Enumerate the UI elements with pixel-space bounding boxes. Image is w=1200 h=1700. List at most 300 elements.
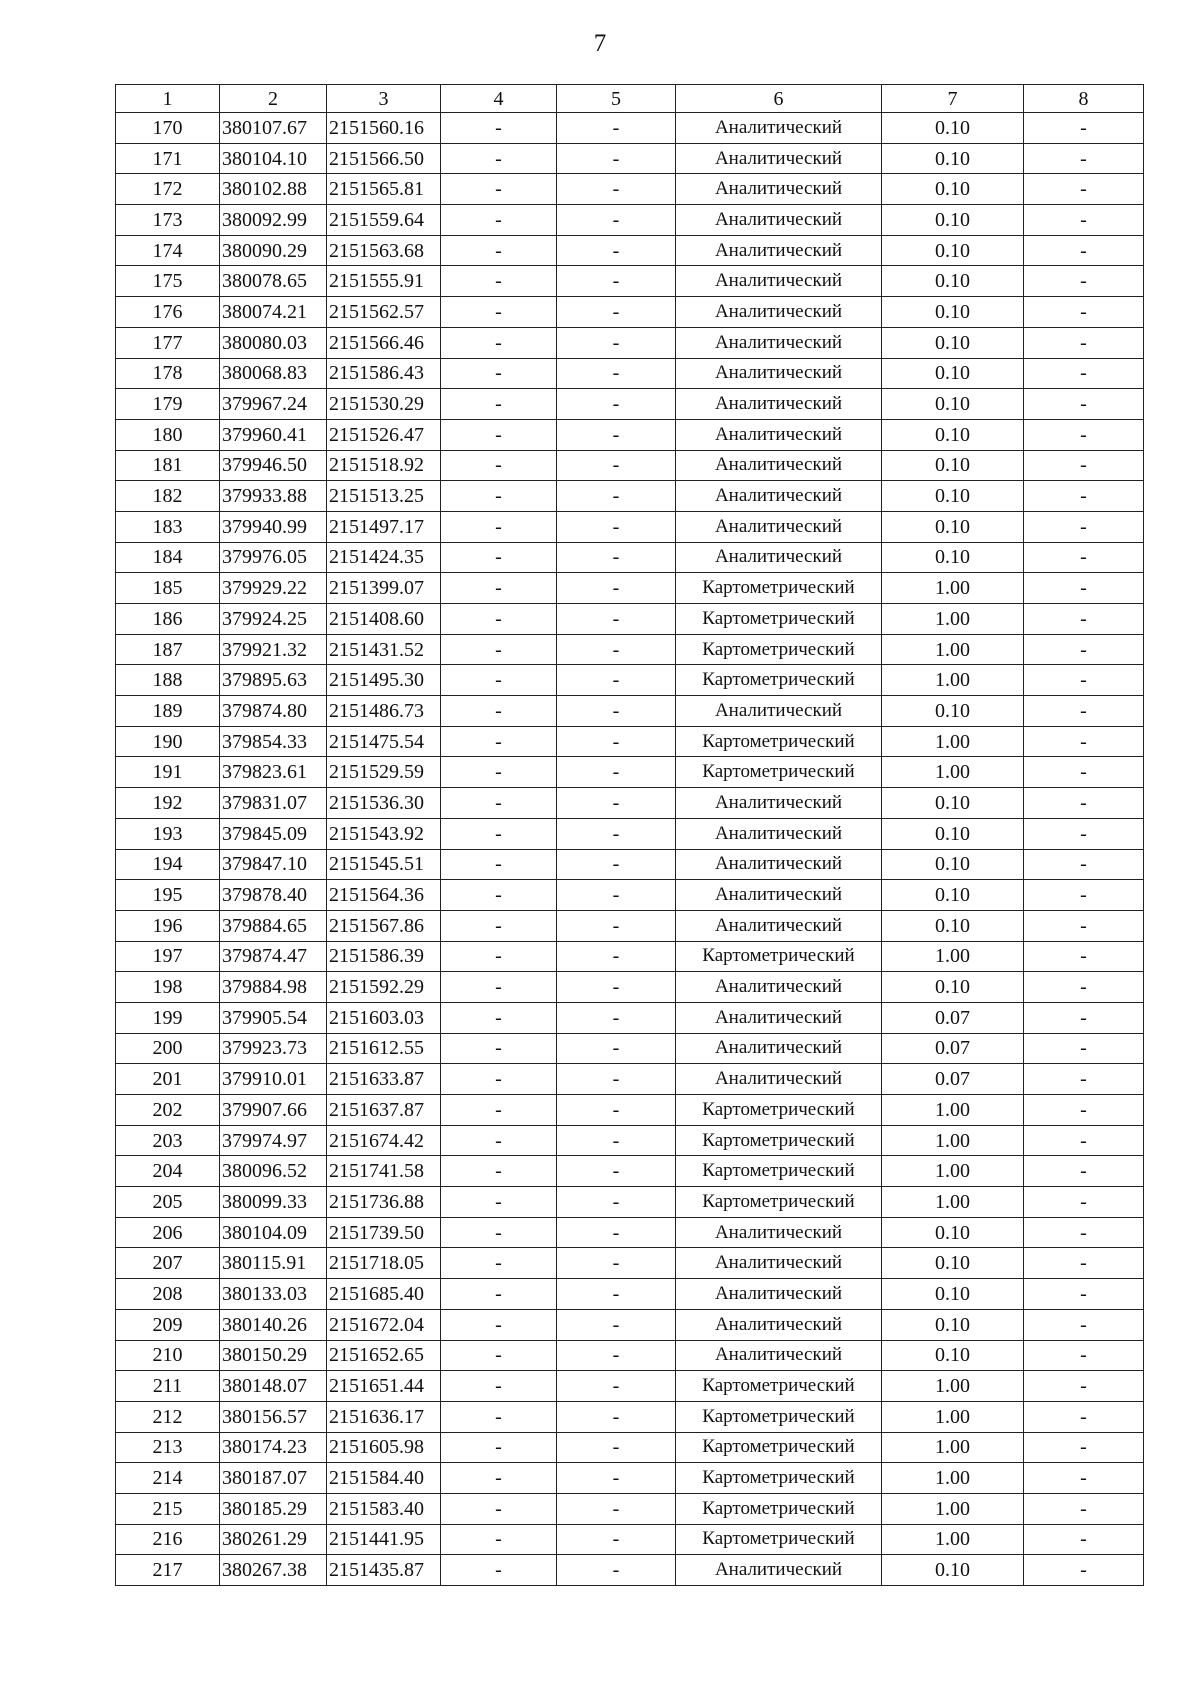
coordinate-x: 379946.50 — [220, 450, 327, 481]
accuracy-cell: 0.10 — [882, 849, 1024, 880]
column-4-cell: - — [441, 849, 557, 880]
accuracy-cell: 0.10 — [882, 143, 1024, 174]
column-5-cell: - — [557, 1033, 676, 1064]
coordinate-x: 379905.54 — [220, 1002, 327, 1033]
table-row — [116, 634, 1144, 665]
coordinate-y: 2151563.68 — [327, 235, 441, 266]
point-number: 173 — [116, 205, 220, 236]
method-cell: Картометрический — [676, 1432, 882, 1463]
method-cell: Аналитический — [676, 205, 882, 236]
column-5-cell: - — [557, 604, 676, 635]
table-row — [116, 419, 1144, 450]
coordinate-x: 379921.32 — [220, 634, 327, 665]
method-cell: Аналитический — [676, 1217, 882, 1248]
column-8-cell: - — [1024, 757, 1144, 788]
column-8-cell: - — [1024, 941, 1144, 972]
column-8-cell: - — [1024, 1371, 1144, 1402]
coordinate-x: 379976.05 — [220, 542, 327, 573]
point-number: 204 — [116, 1156, 220, 1187]
column-8-cell: - — [1024, 327, 1144, 358]
column-5-cell: - — [557, 573, 676, 604]
point-number: 171 — [116, 143, 220, 174]
accuracy-cell: 0.10 — [882, 481, 1024, 512]
point-number: 179 — [116, 389, 220, 420]
column-4-cell: - — [441, 113, 557, 144]
column-4-cell: - — [441, 1340, 557, 1371]
point-number: 176 — [116, 297, 220, 328]
coordinate-x: 380074.21 — [220, 297, 327, 328]
accuracy-cell: 0.10 — [882, 1309, 1024, 1340]
accuracy-cell: 0.10 — [882, 113, 1024, 144]
coordinate-y: 2151518.92 — [327, 450, 441, 481]
coordinate-y: 2151636.17 — [327, 1401, 441, 1432]
method-cell: Картометрический — [676, 1095, 882, 1126]
point-number: 192 — [116, 788, 220, 819]
column-8-cell: - — [1024, 849, 1144, 880]
method-cell: Картометрический — [676, 665, 882, 696]
column-8-cell: - — [1024, 113, 1144, 144]
accuracy-cell: 1.00 — [882, 1187, 1024, 1218]
table-row — [116, 1279, 1144, 1310]
coordinate-y: 2151555.91 — [327, 266, 441, 297]
accuracy-cell: 0.07 — [882, 1064, 1024, 1095]
coordinate-x: 380148.07 — [220, 1371, 327, 1402]
table-header — [116, 85, 1144, 113]
column-5-cell: - — [557, 450, 676, 481]
point-number: 178 — [116, 358, 220, 389]
method-cell: Аналитический — [676, 266, 882, 297]
coordinate-y: 2151486.73 — [327, 696, 441, 727]
method-cell: Аналитический — [676, 880, 882, 911]
accuracy-cell: 1.00 — [882, 573, 1024, 604]
coordinate-y: 2151566.46 — [327, 327, 441, 358]
point-number: 172 — [116, 174, 220, 205]
point-number: 203 — [116, 1125, 220, 1156]
column-header-2: 2 — [220, 85, 327, 113]
coordinate-x: 379823.61 — [220, 757, 327, 788]
column-5-cell: - — [557, 143, 676, 174]
method-cell: Аналитический — [676, 511, 882, 542]
point-number: 215 — [116, 1493, 220, 1524]
table-row — [116, 1002, 1144, 1033]
column-8-cell: - — [1024, 1156, 1144, 1187]
coordinate-y: 2151584.40 — [327, 1463, 441, 1494]
column-8-cell: - — [1024, 511, 1144, 542]
table-row — [116, 604, 1144, 635]
column-8-cell: - — [1024, 1125, 1144, 1156]
table-row — [116, 1064, 1144, 1095]
coordinate-x: 379933.88 — [220, 481, 327, 512]
coordinate-y: 2151739.50 — [327, 1217, 441, 1248]
method-cell: Аналитический — [676, 849, 882, 880]
table-row — [116, 389, 1144, 420]
coordinate-y: 2151408.60 — [327, 604, 441, 635]
table-row — [116, 1371, 1144, 1402]
column-8-cell: - — [1024, 1095, 1144, 1126]
column-5-cell: - — [557, 1187, 676, 1218]
coordinate-x: 379831.07 — [220, 788, 327, 819]
accuracy-cell: 0.10 — [882, 419, 1024, 450]
table-row — [116, 1248, 1144, 1279]
column-4-cell: - — [441, 511, 557, 542]
point-number: 217 — [116, 1555, 220, 1586]
column-5-cell: - — [557, 1156, 676, 1187]
coordinate-x: 380090.29 — [220, 235, 327, 266]
column-5-cell: - — [557, 665, 676, 696]
accuracy-cell: 0.10 — [882, 1248, 1024, 1279]
coordinate-x: 380092.99 — [220, 205, 327, 236]
method-cell: Аналитический — [676, 910, 882, 941]
coordinate-y: 2151526.47 — [327, 419, 441, 450]
coordinate-x: 380187.07 — [220, 1463, 327, 1494]
coordinate-y: 2151435.87 — [327, 1555, 441, 1586]
column-8-cell: - — [1024, 1524, 1144, 1555]
column-header-7: 7 — [882, 85, 1024, 113]
table-row — [116, 1432, 1144, 1463]
column-8-cell: - — [1024, 1279, 1144, 1310]
point-number: 187 — [116, 634, 220, 665]
method-cell: Аналитический — [676, 788, 882, 819]
coordinate-x: 379967.24 — [220, 389, 327, 420]
point-number: 214 — [116, 1463, 220, 1494]
method-cell: Аналитический — [676, 419, 882, 450]
column-8-cell: - — [1024, 419, 1144, 450]
column-5-cell: - — [557, 1493, 676, 1524]
coordinate-y: 2151565.81 — [327, 174, 441, 205]
method-cell: Картометрический — [676, 634, 882, 665]
coordinate-y: 2151424.35 — [327, 542, 441, 573]
coordinate-y: 2151586.43 — [327, 358, 441, 389]
coordinate-y: 2151536.30 — [327, 788, 441, 819]
column-5-cell: - — [557, 880, 676, 911]
method-cell: Картометрический — [676, 726, 882, 757]
accuracy-cell: 1.00 — [882, 1125, 1024, 1156]
point-number: 207 — [116, 1248, 220, 1279]
column-5-cell: - — [557, 205, 676, 236]
column-4-cell: - — [441, 1187, 557, 1218]
point-number: 210 — [116, 1340, 220, 1371]
coordinate-y: 2151651.44 — [327, 1371, 441, 1402]
table-row — [116, 1033, 1144, 1064]
column-header-3: 3 — [327, 85, 441, 113]
accuracy-cell: 1.00 — [882, 1463, 1024, 1494]
coordinate-x: 380133.03 — [220, 1279, 327, 1310]
table-row — [116, 726, 1144, 757]
coordinate-x: 380078.65 — [220, 266, 327, 297]
column-8-cell: - — [1024, 450, 1144, 481]
table-row — [116, 542, 1144, 573]
coordinate-x: 380150.29 — [220, 1340, 327, 1371]
point-number: 182 — [116, 481, 220, 512]
column-4-cell: - — [441, 665, 557, 696]
column-5-cell: - — [557, 1401, 676, 1432]
table-row — [116, 511, 1144, 542]
column-4-cell: - — [441, 941, 557, 972]
accuracy-cell: 1.00 — [882, 1095, 1024, 1126]
column-5-cell: - — [557, 542, 676, 573]
column-8-cell: - — [1024, 972, 1144, 1003]
table-row — [116, 1095, 1144, 1126]
column-8-cell: - — [1024, 665, 1144, 696]
accuracy-cell: 1.00 — [882, 1156, 1024, 1187]
accuracy-cell: 0.07 — [882, 1033, 1024, 1064]
point-number: 213 — [116, 1432, 220, 1463]
point-number: 197 — [116, 941, 220, 972]
point-number: 208 — [116, 1279, 220, 1310]
accuracy-cell: 1.00 — [882, 665, 1024, 696]
coordinate-y: 2151560.16 — [327, 113, 441, 144]
coordinate-x: 380261.29 — [220, 1524, 327, 1555]
method-cell: Картометрический — [676, 604, 882, 635]
table-row — [116, 818, 1144, 849]
column-4-cell: - — [441, 450, 557, 481]
coordinate-y: 2151441.95 — [327, 1524, 441, 1555]
method-cell: Аналитический — [676, 450, 882, 481]
point-number: 174 — [116, 235, 220, 266]
column-4-cell: - — [441, 757, 557, 788]
point-number: 188 — [116, 665, 220, 696]
table-row — [116, 297, 1144, 328]
column-4-cell: - — [441, 1463, 557, 1494]
accuracy-cell: 1.00 — [882, 604, 1024, 635]
column-4-cell: - — [441, 1432, 557, 1463]
table-row — [116, 1187, 1144, 1218]
column-8-cell: - — [1024, 910, 1144, 941]
column-5-cell: - — [557, 113, 676, 144]
table-row — [116, 1555, 1144, 1586]
column-5-cell: - — [557, 972, 676, 1003]
accuracy-cell: 0.10 — [882, 450, 1024, 481]
point-number: 195 — [116, 880, 220, 911]
table-row — [116, 113, 1144, 144]
column-8-cell: - — [1024, 1187, 1144, 1218]
column-8-cell: - — [1024, 726, 1144, 757]
column-8-cell: - — [1024, 1463, 1144, 1494]
coordinate-y: 2151736.88 — [327, 1187, 441, 1218]
column-5-cell: - — [557, 174, 676, 205]
column-8-cell: - — [1024, 542, 1144, 573]
column-5-cell: - — [557, 1555, 676, 1586]
column-5-cell: - — [557, 1463, 676, 1494]
coordinate-y: 2151529.59 — [327, 757, 441, 788]
column-5-cell: - — [557, 1309, 676, 1340]
coordinate-y: 2151495.30 — [327, 665, 441, 696]
accuracy-cell: 1.00 — [882, 726, 1024, 757]
coordinate-x: 379874.80 — [220, 696, 327, 727]
point-number: 194 — [116, 849, 220, 880]
method-cell: Картометрический — [676, 1524, 882, 1555]
method-cell: Картометрический — [676, 1156, 882, 1187]
table-row — [116, 849, 1144, 880]
accuracy-cell: 0.10 — [882, 266, 1024, 297]
table-row — [116, 1493, 1144, 1524]
column-4-cell: - — [441, 818, 557, 849]
method-cell: Картометрический — [676, 1401, 882, 1432]
column-4-cell: - — [441, 696, 557, 727]
accuracy-cell: 0.10 — [882, 1555, 1024, 1586]
coordinate-y: 2151543.92 — [327, 818, 441, 849]
coordinate-x: 379924.25 — [220, 604, 327, 635]
table-row — [116, 788, 1144, 819]
column-8-cell: - — [1024, 143, 1144, 174]
coordinate-y: 2151564.36 — [327, 880, 441, 911]
column-5-cell: - — [557, 1432, 676, 1463]
column-4-cell: - — [441, 1524, 557, 1555]
coordinate-x: 379895.63 — [220, 665, 327, 696]
accuracy-cell: 0.10 — [882, 880, 1024, 911]
column-8-cell: - — [1024, 788, 1144, 819]
coordinate-x: 379907.66 — [220, 1095, 327, 1126]
column-4-cell: - — [441, 481, 557, 512]
method-cell: Картометрический — [676, 1463, 882, 1494]
column-4-cell: - — [441, 1033, 557, 1064]
column-4-cell: - — [441, 1002, 557, 1033]
coordinate-y: 2151685.40 — [327, 1279, 441, 1310]
coordinate-y: 2151718.05 — [327, 1248, 441, 1279]
accuracy-cell: 0.10 — [882, 205, 1024, 236]
header-row — [116, 85, 1144, 113]
method-cell: Аналитический — [676, 481, 882, 512]
accuracy-cell: 0.10 — [882, 1279, 1024, 1310]
coordinate-x: 380185.29 — [220, 1493, 327, 1524]
column-4-cell: - — [441, 1279, 557, 1310]
coordinate-y: 2151475.54 — [327, 726, 441, 757]
coordinate-y: 2151566.50 — [327, 143, 441, 174]
column-4-cell: - — [441, 542, 557, 573]
column-8-cell: - — [1024, 1033, 1144, 1064]
column-8-cell: - — [1024, 1493, 1144, 1524]
accuracy-cell: 0.10 — [882, 174, 1024, 205]
table-row — [116, 1524, 1144, 1555]
coordinate-x: 379974.97 — [220, 1125, 327, 1156]
coordinate-y: 2151652.65 — [327, 1340, 441, 1371]
method-cell: Аналитический — [676, 143, 882, 174]
coordinate-x: 379845.09 — [220, 818, 327, 849]
table-row — [116, 1463, 1144, 1494]
column-4-cell: - — [441, 910, 557, 941]
table-row — [116, 205, 1144, 236]
coordinate-x: 380267.38 — [220, 1555, 327, 1586]
coordinate-x: 379874.47 — [220, 941, 327, 972]
coordinate-y: 2151530.29 — [327, 389, 441, 420]
method-cell: Аналитический — [676, 1555, 882, 1586]
column-4-cell: - — [441, 143, 557, 174]
coordinate-x: 379847.10 — [220, 849, 327, 880]
coordinate-x: 380104.09 — [220, 1217, 327, 1248]
method-cell: Аналитический — [676, 389, 882, 420]
column-5-cell: - — [557, 1002, 676, 1033]
point-number: 186 — [116, 604, 220, 635]
coordinate-x: 379884.98 — [220, 972, 327, 1003]
coordinate-y: 2151674.42 — [327, 1125, 441, 1156]
coordinate-x: 379923.73 — [220, 1033, 327, 1064]
point-number: 198 — [116, 972, 220, 1003]
accuracy-cell: 1.00 — [882, 1432, 1024, 1463]
coordinate-x: 380068.83 — [220, 358, 327, 389]
column-4-cell: - — [441, 1095, 557, 1126]
column-5-cell: - — [557, 1371, 676, 1402]
column-4-cell: - — [441, 726, 557, 757]
point-number: 206 — [116, 1217, 220, 1248]
table-row — [116, 1309, 1144, 1340]
accuracy-cell: 1.00 — [882, 634, 1024, 665]
method-cell: Аналитический — [676, 1340, 882, 1371]
point-number: 212 — [116, 1401, 220, 1432]
column-4-cell: - — [441, 1064, 557, 1095]
coordinate-x: 379854.33 — [220, 726, 327, 757]
column-8-cell: - — [1024, 1555, 1144, 1586]
column-5-cell: - — [557, 1095, 676, 1126]
coordinate-x: 380115.91 — [220, 1248, 327, 1279]
accuracy-cell: 1.00 — [882, 941, 1024, 972]
column-5-cell: - — [557, 941, 676, 972]
table-row — [116, 941, 1144, 972]
table-row — [116, 757, 1144, 788]
column-header-8: 8 — [1024, 85, 1144, 113]
coordinate-y: 2151633.87 — [327, 1064, 441, 1095]
column-4-cell: - — [441, 174, 557, 205]
point-number: 183 — [116, 511, 220, 542]
coordinate-y: 2151399.07 — [327, 573, 441, 604]
coordinate-y: 2151545.51 — [327, 849, 441, 880]
coordinate-y: 2151605.98 — [327, 1432, 441, 1463]
coordinate-y: 2151567.86 — [327, 910, 441, 941]
method-cell: Аналитический — [676, 1279, 882, 1310]
coordinate-y: 2151672.04 — [327, 1309, 441, 1340]
coordinate-y: 2151562.57 — [327, 297, 441, 328]
method-cell: Аналитический — [676, 542, 882, 573]
column-8-cell: - — [1024, 880, 1144, 911]
column-4-cell: - — [441, 1309, 557, 1340]
column-4-cell: - — [441, 634, 557, 665]
method-cell: Аналитический — [676, 174, 882, 205]
accuracy-cell: 0.10 — [882, 972, 1024, 1003]
coordinate-x: 380099.33 — [220, 1187, 327, 1218]
column-8-cell: - — [1024, 297, 1144, 328]
column-4-cell: - — [441, 604, 557, 635]
accuracy-cell: 0.10 — [882, 1340, 1024, 1371]
column-5-cell: - — [557, 634, 676, 665]
point-number: 180 — [116, 419, 220, 450]
accuracy-cell: 1.00 — [882, 1524, 1024, 1555]
method-cell: Аналитический — [676, 113, 882, 144]
column-4-cell: - — [441, 1371, 557, 1402]
coordinate-x: 380102.88 — [220, 174, 327, 205]
method-cell: Картометрический — [676, 1493, 882, 1524]
column-4-cell: - — [441, 327, 557, 358]
accuracy-cell: 1.00 — [882, 1493, 1024, 1524]
column-8-cell: - — [1024, 1401, 1144, 1432]
point-number: 202 — [116, 1095, 220, 1126]
table-row — [116, 143, 1144, 174]
method-cell: Аналитический — [676, 297, 882, 328]
accuracy-cell: 0.10 — [882, 389, 1024, 420]
column-8-cell: - — [1024, 1309, 1144, 1340]
accuracy-cell: 0.10 — [882, 511, 1024, 542]
column-5-cell: - — [557, 1217, 676, 1248]
column-5-cell: - — [557, 1064, 676, 1095]
column-5-cell: - — [557, 1125, 676, 1156]
coordinate-x: 379878.40 — [220, 880, 327, 911]
column-5-cell: - — [557, 726, 676, 757]
coordinate-x: 380156.57 — [220, 1401, 327, 1432]
column-header-6: 6 — [676, 85, 882, 113]
column-5-cell: - — [557, 849, 676, 880]
accuracy-cell: 1.00 — [882, 1401, 1024, 1432]
point-number: 190 — [116, 726, 220, 757]
column-8-cell: - — [1024, 481, 1144, 512]
table-row — [116, 972, 1144, 1003]
